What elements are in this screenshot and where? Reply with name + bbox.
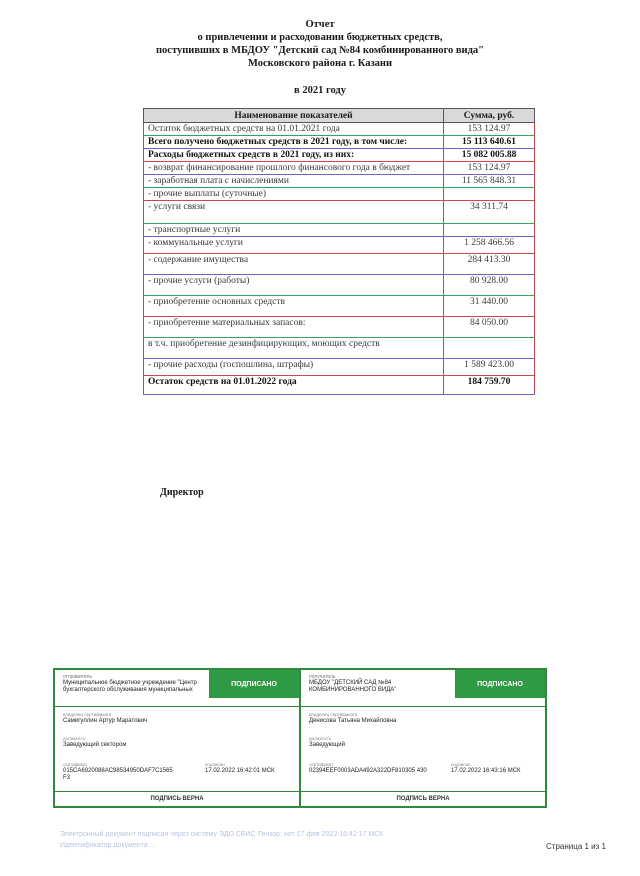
cert-value: 02394EEF0003ADA492A322DF810305 430 (309, 768, 427, 774)
budget-table (143, 108, 535, 395)
signature-valid-label: ПОДПИСЬ ВЕРНА (55, 791, 299, 806)
owner-label: владелец сертификата (63, 712, 112, 717)
director-signature-label: Директор (160, 487, 204, 498)
row-name: - коммунальные услуги (144, 237, 444, 254)
signed-label: подписан (205, 762, 225, 767)
table-row (144, 376, 535, 395)
signed-time: 17.02.2022 16:42:01 МСК (205, 768, 275, 774)
owner-label: владелец сертификата (309, 712, 358, 717)
row-amount: 1 589 423.00 (444, 359, 535, 376)
position-label: должность (63, 736, 86, 741)
signed-label: подписан (451, 762, 471, 767)
signature-stamp-sender (53, 668, 301, 808)
table-row (144, 275, 535, 296)
report-header (0, 18, 640, 97)
row-amount: 184 759.70 (444, 376, 535, 395)
edo-footer-note (60, 829, 383, 851)
footer-line1: Электронный документ подписан через систему ЭДО СБИС Тензор: нет 17 фев 2022 16:42:17 МСК (60, 831, 384, 838)
row-name: - заработная плата с начислениями (144, 175, 444, 188)
row-name: - прочие расходы (госпошлина, штрафы) (144, 359, 444, 376)
row-amount: 153 124.97 (444, 162, 535, 175)
row-name: - содержание имущества (144, 254, 444, 275)
row-name: Всего получено бюджетных средств в 2021 году, в том числе: (144, 136, 444, 149)
report-year: в 2021 году (294, 85, 346, 96)
page-number: Страница 1 из 1 (546, 842, 606, 851)
stamp-org-label: получатель (309, 674, 336, 680)
signed-badge: ПОДПИСАНО (455, 670, 545, 698)
row-name: - услуги связи (144, 201, 444, 224)
row-amount: 11 565 848.31 (444, 175, 535, 188)
table-row (144, 359, 535, 376)
stamp-org-label: отправитель (63, 674, 93, 680)
row-name: - транспортные услуги (144, 224, 444, 237)
table-row (144, 149, 535, 162)
table-row (144, 317, 535, 338)
table-row (144, 296, 535, 317)
row-amount: 15 082 005.88 (444, 149, 535, 162)
table-header-row (144, 109, 535, 123)
row-amount (444, 224, 535, 237)
row-name: в т.ч. приобретение дезинфицирующих, моющих средств (144, 338, 444, 359)
table-row (144, 123, 535, 136)
table-row (144, 162, 535, 175)
signed-time: 17.02.2022 16:43:16 МСК (451, 768, 521, 774)
position-value: Заведующий сектором (63, 742, 127, 748)
owner-name: Самигуллин Артур Маратович (63, 718, 148, 724)
header-sum-cell: Сумма, руб. (444, 109, 535, 123)
table-row (144, 254, 535, 275)
position-value: Заведующий (309, 742, 345, 748)
stamp-org-name: Муниципальное бюджетное учреждение "Центр бухгалтерского обслуживания муниципальных (63, 680, 197, 693)
report-subtitle-line1: о привлечении и расходовании бюджетных средств, (197, 32, 443, 43)
signature-valid-label: ПОДПИСЬ ВЕРНА (301, 791, 545, 806)
row-amount (444, 188, 535, 201)
report-subtitle-line2: поступивших в МБДОУ "Детский сад №84 комбинированного вида" (156, 45, 484, 56)
report-subtitle-line3: Московского района г. Казани (247, 58, 393, 69)
cert-label: сертификат (63, 762, 88, 767)
owner-name: Денисова Татьяна Михайловна (309, 718, 397, 724)
footer-line2: Идентификатор документа ... (60, 842, 156, 849)
table-row (144, 237, 535, 254)
report-title: Отчет (305, 19, 335, 30)
row-name: - возврат финансирование прошлого финансового года в бюджет (144, 162, 444, 175)
row-name: - приобретение основных средств (144, 296, 444, 317)
row-amount: 80 928.00 (444, 275, 535, 296)
table-row (144, 136, 535, 149)
row-amount: 153 124.97 (444, 123, 535, 136)
signature-stamp-recipient (299, 668, 547, 808)
table-row (144, 201, 535, 224)
row-amount: 84 050.00 (444, 317, 535, 338)
stamp-org-name: МБДОУ "ДЕТСКИЙ САД №84 КОМБИНИРОВАННОГО ВИДА" (309, 680, 397, 693)
row-name: - прочие выплаты (суточные) (144, 188, 444, 201)
row-amount: 31 440.00 (444, 296, 535, 317)
row-amount (444, 338, 535, 359)
row-amount: 1 258 466.56 (444, 237, 535, 254)
row-name: - приобретение материальных запасов: (144, 317, 444, 338)
stamp-top (55, 670, 299, 707)
stamp-top (301, 670, 545, 707)
table-row (144, 224, 535, 237)
cert-label: сертификат (309, 762, 334, 767)
row-amount: 284 413.30 (444, 254, 535, 275)
row-name: Остаток бюджетных средств на 01.01.2021 года (144, 123, 444, 136)
header-name-cell: Наименование показателей (144, 109, 444, 123)
table-row (144, 338, 535, 359)
position-label: должность (309, 736, 332, 741)
table-row (144, 175, 535, 188)
row-name: - прочие услуги (работы) (144, 275, 444, 296)
cert-value: 015CA6920088AC98534950DAF7C1565 F3 (63, 768, 173, 781)
row-amount: 34 311.74 (444, 201, 535, 224)
row-amount: 15 113 640.61 (444, 136, 535, 149)
table-row (144, 188, 535, 201)
signed-badge: ПОДПИСАНО (209, 670, 299, 698)
row-name: Расходы бюджетных средств в 2021 году, из них: (144, 149, 444, 162)
row-name: Остаток средств на 01.01.2022 года (144, 376, 444, 395)
